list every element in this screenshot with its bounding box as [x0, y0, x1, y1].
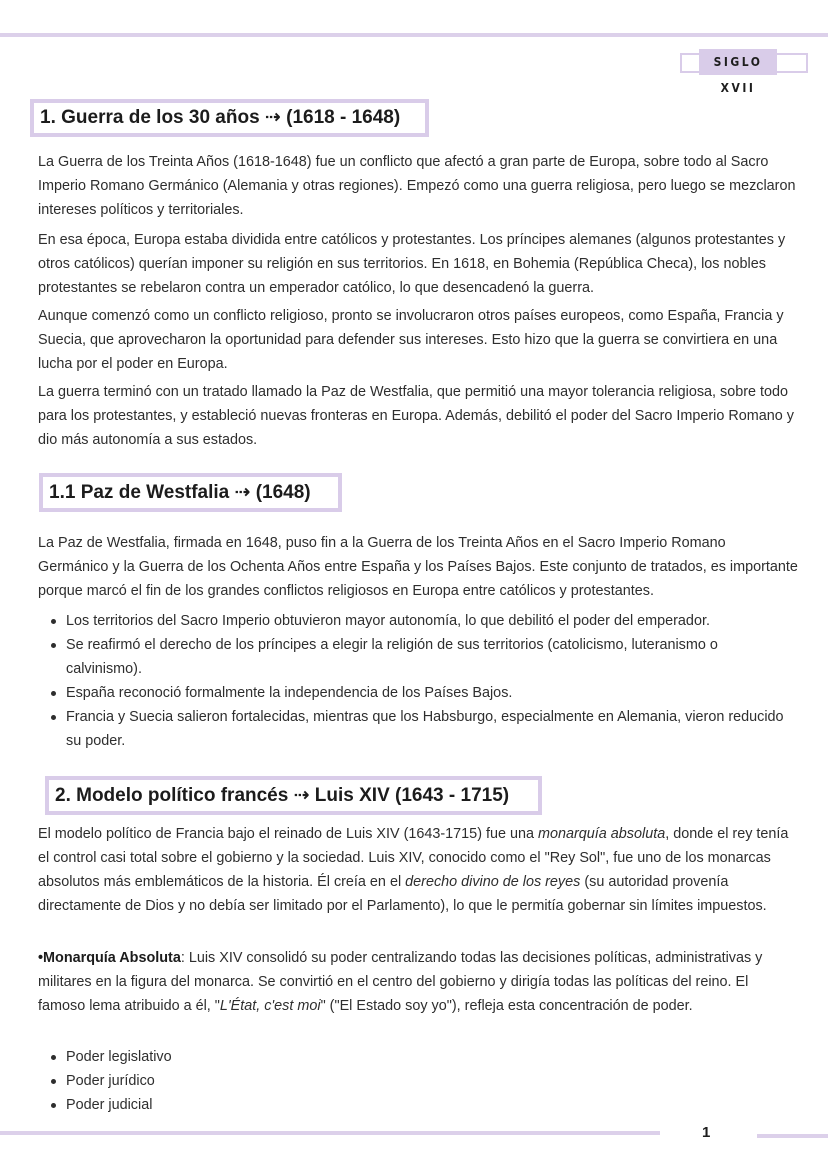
- section-2-paragraph-1: [38, 822, 798, 918]
- section-1-paragraph-4: La guerra terminó con un tratado llamado la Paz de Westfalia, que permitió una mayor tolerancia religiosa, sobre todo para los protestantes, y estableció nuevas fronteras en Europa. Además, debilitó el poder del Sacro Imperio Romano y dio más autonomía a sus estados.: [38, 384, 794, 449]
- section-1-paragraph-3: Aunque comenzó como un conflicto religioso, pronto se involucraron otros países europeos, como España, Francia y Suecia, que aprovecharon la oportunidad para defender sus intereses. Esto hizo que la guerra se convirtiera en una lucha por el poder en Europa.: [38, 308, 784, 373]
- emphasis-absolute-monarchy: monarquía absoluta: [538, 826, 666, 842]
- text-span: (su autoridad provenía directamente de Dios y no debía ser limitado por el Parlamento), lo que le permitía gobernar sin límites impuestos.: [38, 874, 767, 915]
- text-span: El modelo político de Francia bajo el reinado de Luis XIV (1643-1715) fue una: [38, 826, 538, 842]
- bottom-divider-right: [757, 1134, 828, 1138]
- list-item: Francia y Suecia salieron fortalecidas, mientras que los Habsburgo, especialmente en Alemania, vieron reducido su poder.: [48, 705, 788, 753]
- bottom-divider-left: [0, 1131, 660, 1135]
- absolute-monarchy-label: •Monarquía Absoluta: [38, 950, 181, 966]
- section-1-paragraph-1: La Guerra de los Treinta Años (1618-1648) fue un conflicto que afectó a gran parte de Europa, sobre todo al Sacro Imperio Romano Germánico (Alemania y otras regiones). Empezó como una guerra religiosa, pero luego se mezclaron intereses políticos y territoriales.: [38, 154, 796, 219]
- section-2-paragraph-2: [38, 946, 798, 1018]
- quote-letat-cest-moi: L'État, c'est moi: [219, 998, 321, 1015]
- list-item: Poder legislativo: [48, 1045, 788, 1069]
- list-item: Poder jurídico: [48, 1069, 788, 1093]
- page-number: 1: [702, 1124, 711, 1141]
- powers-bullet-list: [48, 1045, 788, 1117]
- list-item: España reconoció formalmente la independencia de los Países Bajos.: [48, 681, 788, 705]
- section-2-heading: 2. Modelo político francés ⇢ Luis XIV (1643 - 1715): [45, 776, 542, 815]
- text-span: " ("El Estado soy yo"), refleja esta concentración de poder.: [320, 998, 693, 1015]
- section-1-heading: 1. Guerra de los 30 años ⇢ (1618 - 1648): [30, 99, 429, 137]
- century-tag: [680, 53, 808, 95]
- top-divider: [0, 33, 828, 37]
- list-item: Se reafirmó el derecho de los príncipes a elegir la religión de sus territorios (catolicismo, luteranismo o calvinismo).: [48, 633, 788, 681]
- list-item: Los territorios del Sacro Imperio obtuvieron mayor autonomía, lo que debilitó el poder del emperador.: [48, 609, 788, 633]
- section-1-paragraph-2: En esa época, Europa estaba dividida entre católicos y protestantes. Los príncipes alemanes (algunos protestantes y otros católicos) querían imponer su religión en sus territorios. En 1618, en Bohemia (República Checa), los nobles protestantes se rebelaron contra un emperador católico, lo que desencadenó la guerra.: [38, 232, 786, 297]
- text-span: , donde el rey tenía el control casi total sobre el gobierno y la sociedad. Luis XIV, conocido como el "Rey Sol", fue uno de los monarcas absolutos más emblemáticos de la historia. Él creía en el: [38, 826, 789, 891]
- text-span: : Luis XIV consolidó su poder centralizando todas las decisiones políticas, administrativas y militares en la figura del monarca. Se convirtió en el centro del gobierno y dirigía todas las políticas del reino. El famoso lema atribuido a él, ": [38, 950, 763, 1015]
- emphasis-divine-right: derecho divino de los reyes: [405, 874, 581, 891]
- list-item: Poder judicial: [48, 1093, 788, 1117]
- section-1-1-paragraph: La Paz de Westfalia, firmada en 1648, puso fin a la Guerra de los Treinta Años en el Sacro Imperio Romano Germánico y la Guerra de los Ochenta Años entre España y los Países Bajos. Este conjunto de tratados, es importante porque marcó el fin de los grandes conflictos religiosos en Europa entre católicos y protestantes.: [38, 535, 798, 600]
- section-1-1-heading: 1.1 Paz de Westfalia ⇢ (1648): [39, 473, 342, 512]
- westfalia-bullet-list: [48, 609, 788, 754]
- century-tag-label: SIGLO XVII: [699, 49, 777, 75]
